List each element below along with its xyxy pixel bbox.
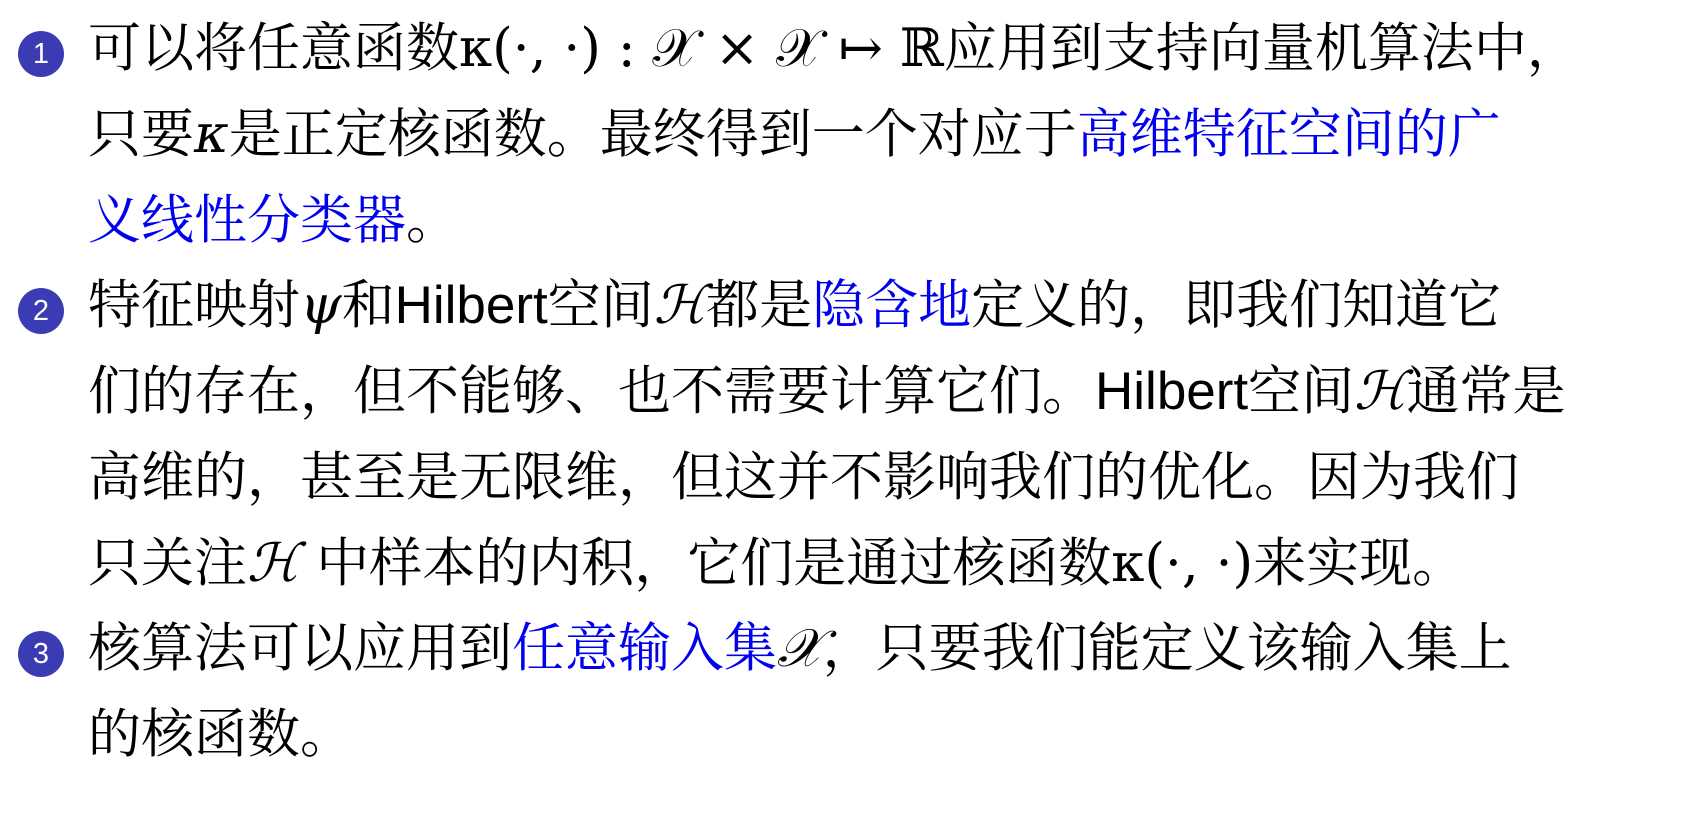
item-3-text [88,606,1700,778]
highlight-text: 隐含地 [812,275,972,336]
text-span: 。 [406,190,459,251]
text-span: 核算法可以应用到 [88,618,512,679]
text-span: 只关注 [88,533,247,594]
text-span: 的核函数。 [88,704,353,765]
highlight-text: 任意输入集 [512,618,777,679]
hilbert-space-symbol: ℋ [247,533,300,594]
text-span: 们的存在，但不能够、也不需要计算它们。 [88,361,1095,422]
text-span: 应用到支持向量机算法中， [943,18,1580,79]
item-3-line-2 [88,692,1700,778]
kappa-symbol: κ [194,104,229,165]
text-span: 特征映射 [88,275,300,336]
text-span: 和 [341,275,395,336]
item-1-line-3 [88,178,1700,264]
item-3-line-1 [88,606,1700,692]
hilbert-word: Hilbert [1095,362,1249,421]
highlight-text: 高维特征空间的广 [1076,104,1501,165]
text-span: 可以将任意函数 [88,18,459,79]
text-span: ，只要我们能定义该输入集上 [822,618,1512,679]
text-span: 空间 [1248,361,1355,422]
item-1-line-2 [88,92,1700,178]
text-span: 高维的，甚至是无限维，但这并不影响我们的优化。因为我们 [88,447,1519,508]
item-2-line-1 [88,263,1700,349]
item-2-line-4 [88,521,1700,607]
item-2-line-2 [88,349,1700,435]
bullet-number-1: 1 [18,31,64,77]
text-span: 中样本的内积，它们是通过核函数 [299,533,1112,594]
text-span: 是正定核函数。最终得到一个对应于 [228,104,1077,165]
psi-symbol: ψ [300,275,342,336]
kernel-function-signature: κ(·, ·) : 𝒳 × 𝒳 ↦ ℝ [459,18,944,79]
hilbert-space-symbol: ℋ [653,275,707,336]
hilbert-word: Hilbert [394,276,548,335]
item-1-text [88,6,1700,264]
text-span: 空间 [547,275,654,336]
highlight-text: 义线性分类器 [88,190,406,251]
bullet-number-3: 3 [18,631,64,677]
text-span: 来实现。 [1253,533,1466,594]
bullet-number-2: 2 [18,288,64,334]
input-set-symbol: 𝒳 [777,618,823,679]
text-span: 定义的，即我们知道它 [971,275,1502,336]
hilbert-space-symbol: ℋ [1354,361,1407,422]
text-span: 通常是 [1406,361,1566,422]
item-2-line-3 [88,435,1700,521]
kernel-function-expression: κ(·, ·) [1111,533,1254,594]
text-span: 都是 [706,275,813,336]
text-span: 只要 [88,104,194,165]
item-1-line-1 [88,6,1700,92]
item-2-text [88,263,1700,607]
